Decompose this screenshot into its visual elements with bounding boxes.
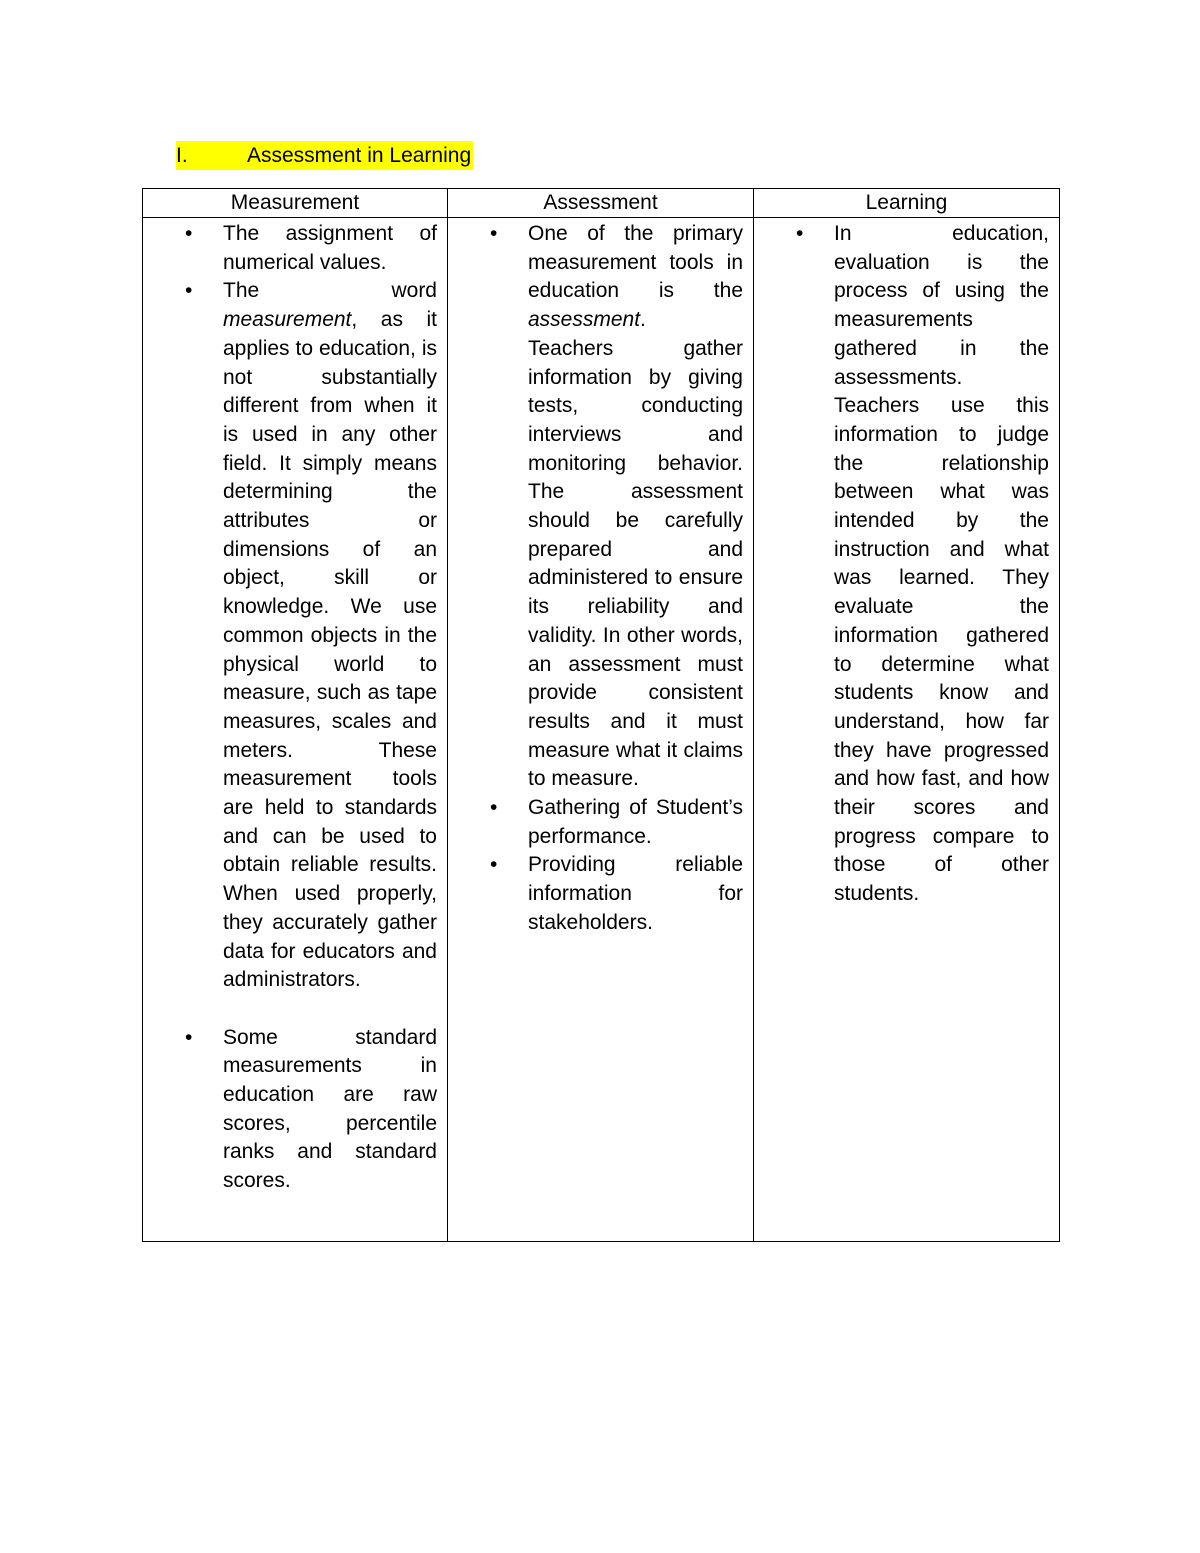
- assessment-item-2: Gathering of Student’s performance.: [528, 796, 743, 848]
- column-header-assessment: Assessment: [448, 189, 754, 218]
- measurement-item-1: The assignment of numerical values.: [223, 222, 437, 274]
- list-item: [528, 794, 743, 851]
- list-item: [223, 220, 437, 277]
- learning-cell: [754, 218, 1060, 1242]
- section-title: Assessment in Learning: [247, 144, 472, 167]
- measurement-list: [143, 218, 447, 1196]
- list-item: [223, 1024, 437, 1196]
- measurement-item-2-lead: The word: [223, 279, 437, 303]
- list-item: [223, 277, 437, 995]
- table-row: [143, 218, 1060, 1242]
- measurement-item-2-term: measurement: [223, 308, 352, 332]
- assessment-item-1-continued: Teachers gather information by giving tests, conducting interviews and monitoring behavior. The assessment should be carefully prepared and administered to ensure its reliability and validity. In other words, an assessment must provide consistent results and it must measure what it claims to measure.: [528, 336, 743, 791]
- measurement-item-2-body: , as it applies to education, is not substantially different from when it is used in any other field. It simply means determining the attributes or dimensions of an object, skill or knowledge. We use common objects in the physical world to measure, such as tape measures, scales and meters. These measurement tools are held to standards and can be used to obtain reliable results. When used properly, they accurately gather data for educators and administrators.: [223, 308, 437, 992]
- list-item: [528, 220, 743, 794]
- assessment-item-1-end: .: [640, 308, 646, 332]
- assessment-cell: [448, 218, 754, 1242]
- column-header-measurement: Measurement: [143, 189, 448, 218]
- section-number: I.: [176, 144, 188, 167]
- assessment-item-1-lead: One of the primary measurement tools in education is the: [528, 222, 743, 303]
- learning-item-1-continued: Teachers use this information to judge the relationship between what was intended by the instruction and what was learned. They evaluate the information gathered to determine what students know and understand, how far they have progressed and how fast, and how their scores and progress compare to those of other students.: [834, 394, 1049, 906]
- assessment-item-3: Providing reliable information for stakeholders.: [528, 853, 743, 934]
- measurement-cell: [143, 218, 448, 1242]
- assessment-list: [448, 218, 753, 938]
- assessment-item-1-term: assessment: [528, 308, 641, 332]
- learning-list: [754, 218, 1059, 909]
- comparison-table: [142, 188, 1060, 1242]
- column-header-learning: Learning: [754, 189, 1060, 218]
- list-item: [834, 220, 1049, 909]
- learning-item-1: In education, evaluation is the process of using the measurements gathered in the assessments.: [834, 222, 1049, 389]
- section-heading: [176, 141, 473, 170]
- table-header-row: [143, 189, 1060, 218]
- list-item: [528, 851, 743, 937]
- measurement-item-3: Some standard measurements in education are raw scores, percentile ranks and standard scores.: [223, 1025, 437, 1193]
